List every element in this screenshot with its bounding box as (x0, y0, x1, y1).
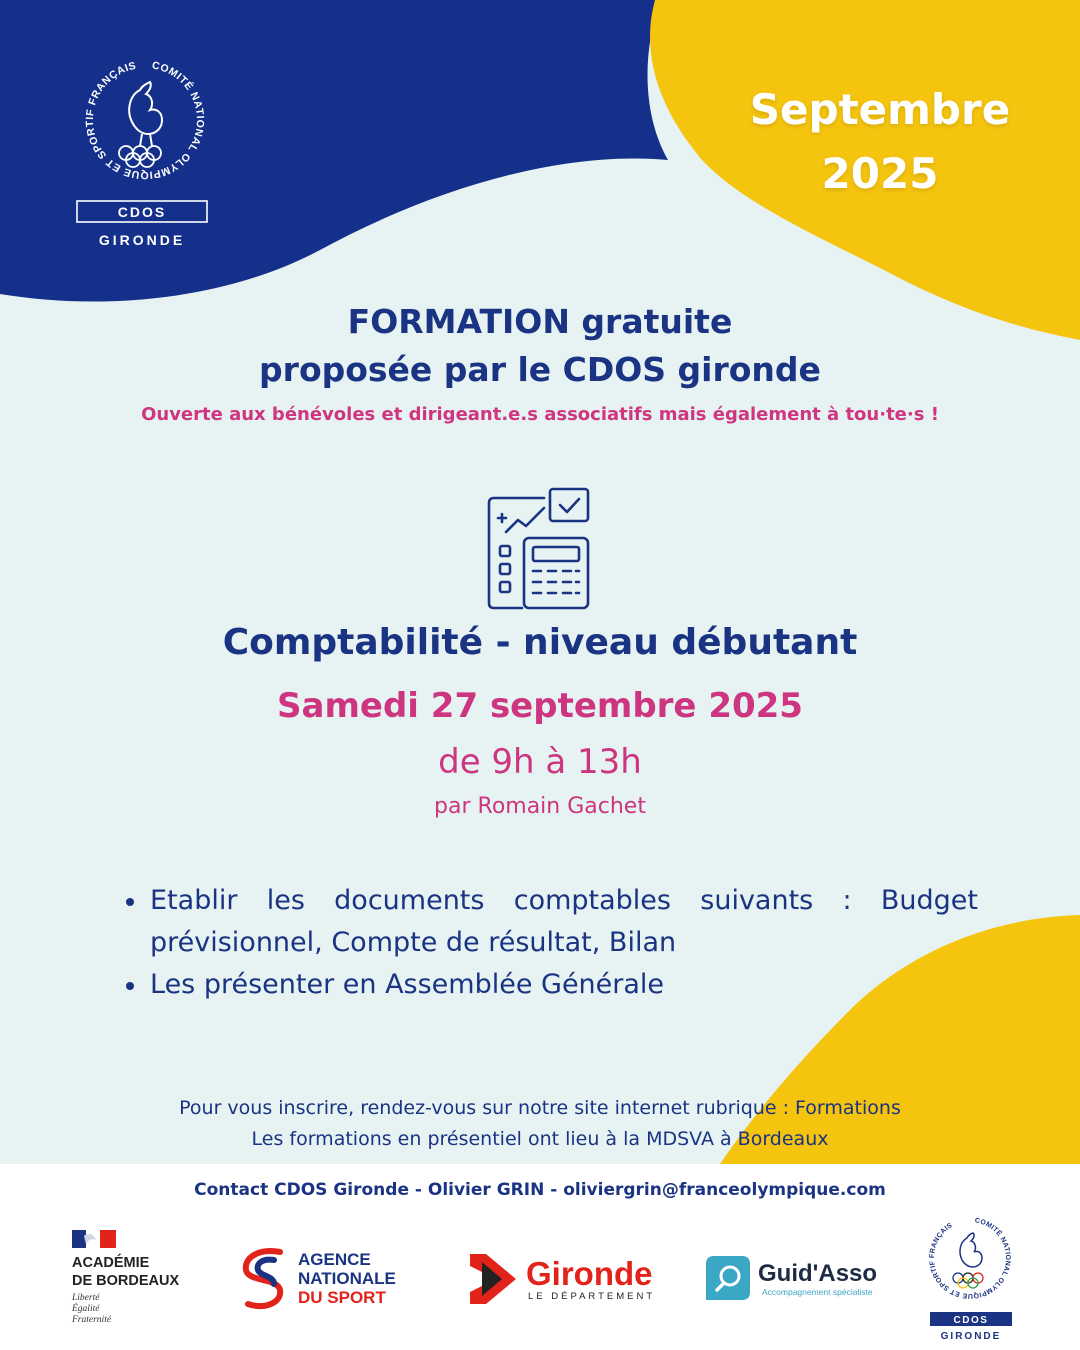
list-item: Etablir les documents comptables suivants : Budget prévisionnel, Compte de résultat, Bilan (122, 880, 978, 964)
footer-logo-region-text: GIRONDE (940, 1331, 1002, 1342)
ans-s-icon (246, 1251, 280, 1306)
gironde-tagline: LE DÉPARTEMENT (528, 1291, 656, 1302)
course-hours: de 9h à 13h (438, 742, 642, 782)
page-title-line-1: FORMATION gratuite (347, 302, 733, 341)
logo-box-text: CDOS (117, 204, 167, 220)
footer-olympic-rings-icon (953, 1273, 983, 1288)
list-item: Les présenter en Assemblée Générale (122, 964, 978, 1006)
location-info: Les formations en présentiel ont lieu à la MDSVA à Bordeaux (251, 1128, 829, 1150)
ans-line-2: NATIONALE (298, 1269, 396, 1288)
objectives-list (122, 880, 978, 1006)
ans-logo (240, 1244, 430, 1314)
registration-info: Pour vous inscrire, rendez-vous sur notre site internet rubrique : Formations (179, 1097, 901, 1119)
logo-ring-text: COMITÉ NATIONAL OLYMPIQUE ET SPORTIF FRANÇAIS (83, 59, 207, 182)
guidasso-tagline: Accompagnement spécialiste (762, 1287, 873, 1297)
academie-bordeaux-logo (68, 1226, 208, 1331)
course-trainer: par Romain Gachet (434, 794, 646, 819)
academie-line-1: ACADÉMIE (72, 1255, 150, 1271)
ans-line-3: DU SPORT (298, 1288, 386, 1307)
course-title: Comptabilité - niveau débutant (222, 622, 858, 663)
month-line-1: Septembre (749, 85, 1011, 134)
footer-rooster-icon (960, 1233, 982, 1267)
ans-line-1: AGENCE (298, 1250, 371, 1269)
motto-liberte: Liberté (72, 1293, 100, 1303)
course-date: Samedi 27 septembre 2025 (277, 686, 803, 726)
gironde-departement-logo (466, 1248, 676, 1310)
accounting-calculator-icon (486, 486, 592, 612)
gironde-name: Gironde (526, 1255, 653, 1292)
month-label (720, 78, 1040, 206)
olympic-rings-icon (119, 146, 161, 167)
contact-line: Contact CDOS Gironde - Olivier GRIN - oliviergrin@franceolympique.com (194, 1180, 886, 1200)
motto-fraternite: Fraternité (72, 1315, 112, 1325)
cdos-gironde-logo (70, 50, 220, 255)
guidasso-bubble-icon (706, 1256, 750, 1300)
rooster-icon (129, 82, 162, 146)
footer-logo-ring-text: COMITÉ NATIONAL OLYMPIQUE ET SPORTIF FRANÇAIS (928, 1217, 1011, 1300)
logo-region-text: GIRONDE (98, 232, 186, 248)
motto-egalite: Égalité (72, 1304, 100, 1314)
footer-logo-box-text: CDOS (953, 1315, 989, 1326)
month-line-2: 2025 (821, 149, 939, 198)
guidasso-name: Guid'Asso (758, 1260, 878, 1287)
academie-line-2: DE BORDEAUX (72, 1273, 180, 1289)
guidasso-logo (700, 1250, 886, 1308)
audience-subtitle: Ouverte aux bénévoles et dirigeant.e.s associatifs mais également à tou·te·s ! (141, 404, 939, 425)
page-title-line-2: proposée par le CDOS gironde (259, 350, 821, 389)
cdos-gironde-footer-logo (920, 1212, 1020, 1344)
